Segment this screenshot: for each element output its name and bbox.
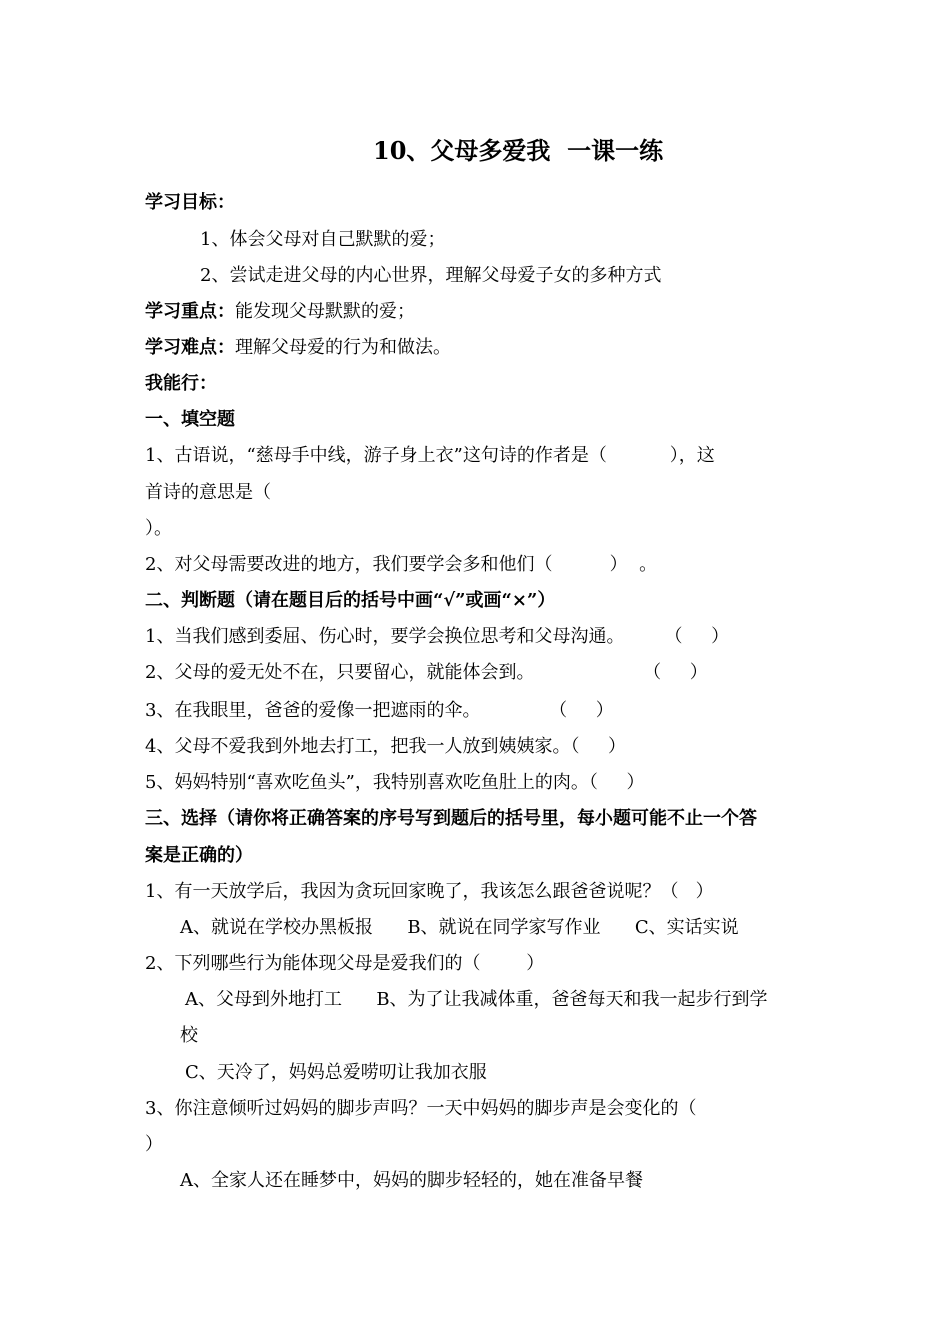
fill-q2: 2、对父母需要改进的地方，我们要学会多和他们（ ） 。 — [145, 554, 658, 575]
objective-item: 2、尝试走进父母的内心世界，理解父母爱子女的多种方式 — [200, 265, 662, 286]
judge-heading: 二、判断题（请在题目后的括号中画“√”或画“×”） — [145, 590, 556, 611]
judge-item: 3、在我眼里，爸爸的爱像一把遮雨的伞。 （ ） — [145, 700, 614, 721]
choice-q3-line1: 3、你注意倾听过妈妈的脚步声吗？一天中妈妈的脚步声是会变化的（ — [145, 1098, 697, 1119]
fill-heading: 一、填空题 — [145, 409, 235, 430]
difficulty-label: 学习难点： — [145, 337, 235, 358]
key-point-line — [145, 301, 415, 323]
judge-item: 2、父母的爱无处不在，只要留心，就能体会到。 （ ） — [145, 662, 708, 683]
fill-q1-line2: 首诗的意思是（ — [145, 482, 271, 503]
difficulty-line — [145, 337, 451, 359]
page-title: 10、父母多爱我 一课一练 — [373, 136, 664, 165]
choice-q1: 1、有一天放学后，我因为贪玩回家晚了，我该怎么跟爸爸说呢？（ ） — [145, 881, 714, 902]
choice-heading-line2: 案是正确的） — [145, 845, 253, 866]
judge-item: 1、当我们感到委屈、伤心时，要学会换位思考和父母沟通。 （ ） — [145, 626, 730, 647]
choice-q2-options-line2: 校 — [180, 1025, 198, 1046]
difficulty-text: 理解父母爱的行为和做法。 — [235, 337, 451, 358]
choice-q3-option-a: A、全家人还在睡梦中，妈妈的脚步轻轻的，她在准备早餐 — [180, 1170, 643, 1191]
objectives-label: 学习目标： — [145, 192, 235, 213]
key-point-label: 学习重点： — [145, 301, 235, 322]
judge-item: 4、父母不爱我到外地去打工，把我一人放到姨姨家。（ ） — [145, 736, 627, 757]
key-point-text: 能发现父母默默的爱； — [235, 301, 415, 322]
objective-item: 1、体会父母对自己默默的爱； — [200, 229, 446, 250]
choice-heading-line1: 三、选择（请你将正确答案的序号写到题后的括号里，每小题可能不止一个答 — [145, 808, 757, 829]
choice-q2-options-line1: A、父母到外地打工 B、为了让我减体重，爸爸每天和我一起步行到学 — [185, 989, 768, 1010]
fill-q1-line3: ）。 — [145, 518, 172, 539]
judge-item: 5、妈妈特别“喜欢吃鱼头”，我特别喜欢吃鱼肚上的肉。（ ） — [145, 772, 645, 793]
choice-q2: 2、下列哪些行为能体现父母是爱我们的（ ） — [145, 953, 545, 974]
choice-q1-options: A、就说在学校办黑板报 B、就说在同学家写作业 C、实话实说 — [180, 917, 739, 938]
choice-q3-line2: ） — [145, 1134, 163, 1155]
objectives-line — [145, 192, 235, 214]
choice-q2-options-line3: C、天冷了，妈妈总爱唠叨让我加衣服 — [185, 1062, 487, 1083]
can-do-heading: 我能行： — [145, 373, 217, 394]
fill-q1-line1: 1、古语说，“慈母手中线，游子身上衣”这句诗的作者是（ ），这 — [145, 445, 715, 466]
